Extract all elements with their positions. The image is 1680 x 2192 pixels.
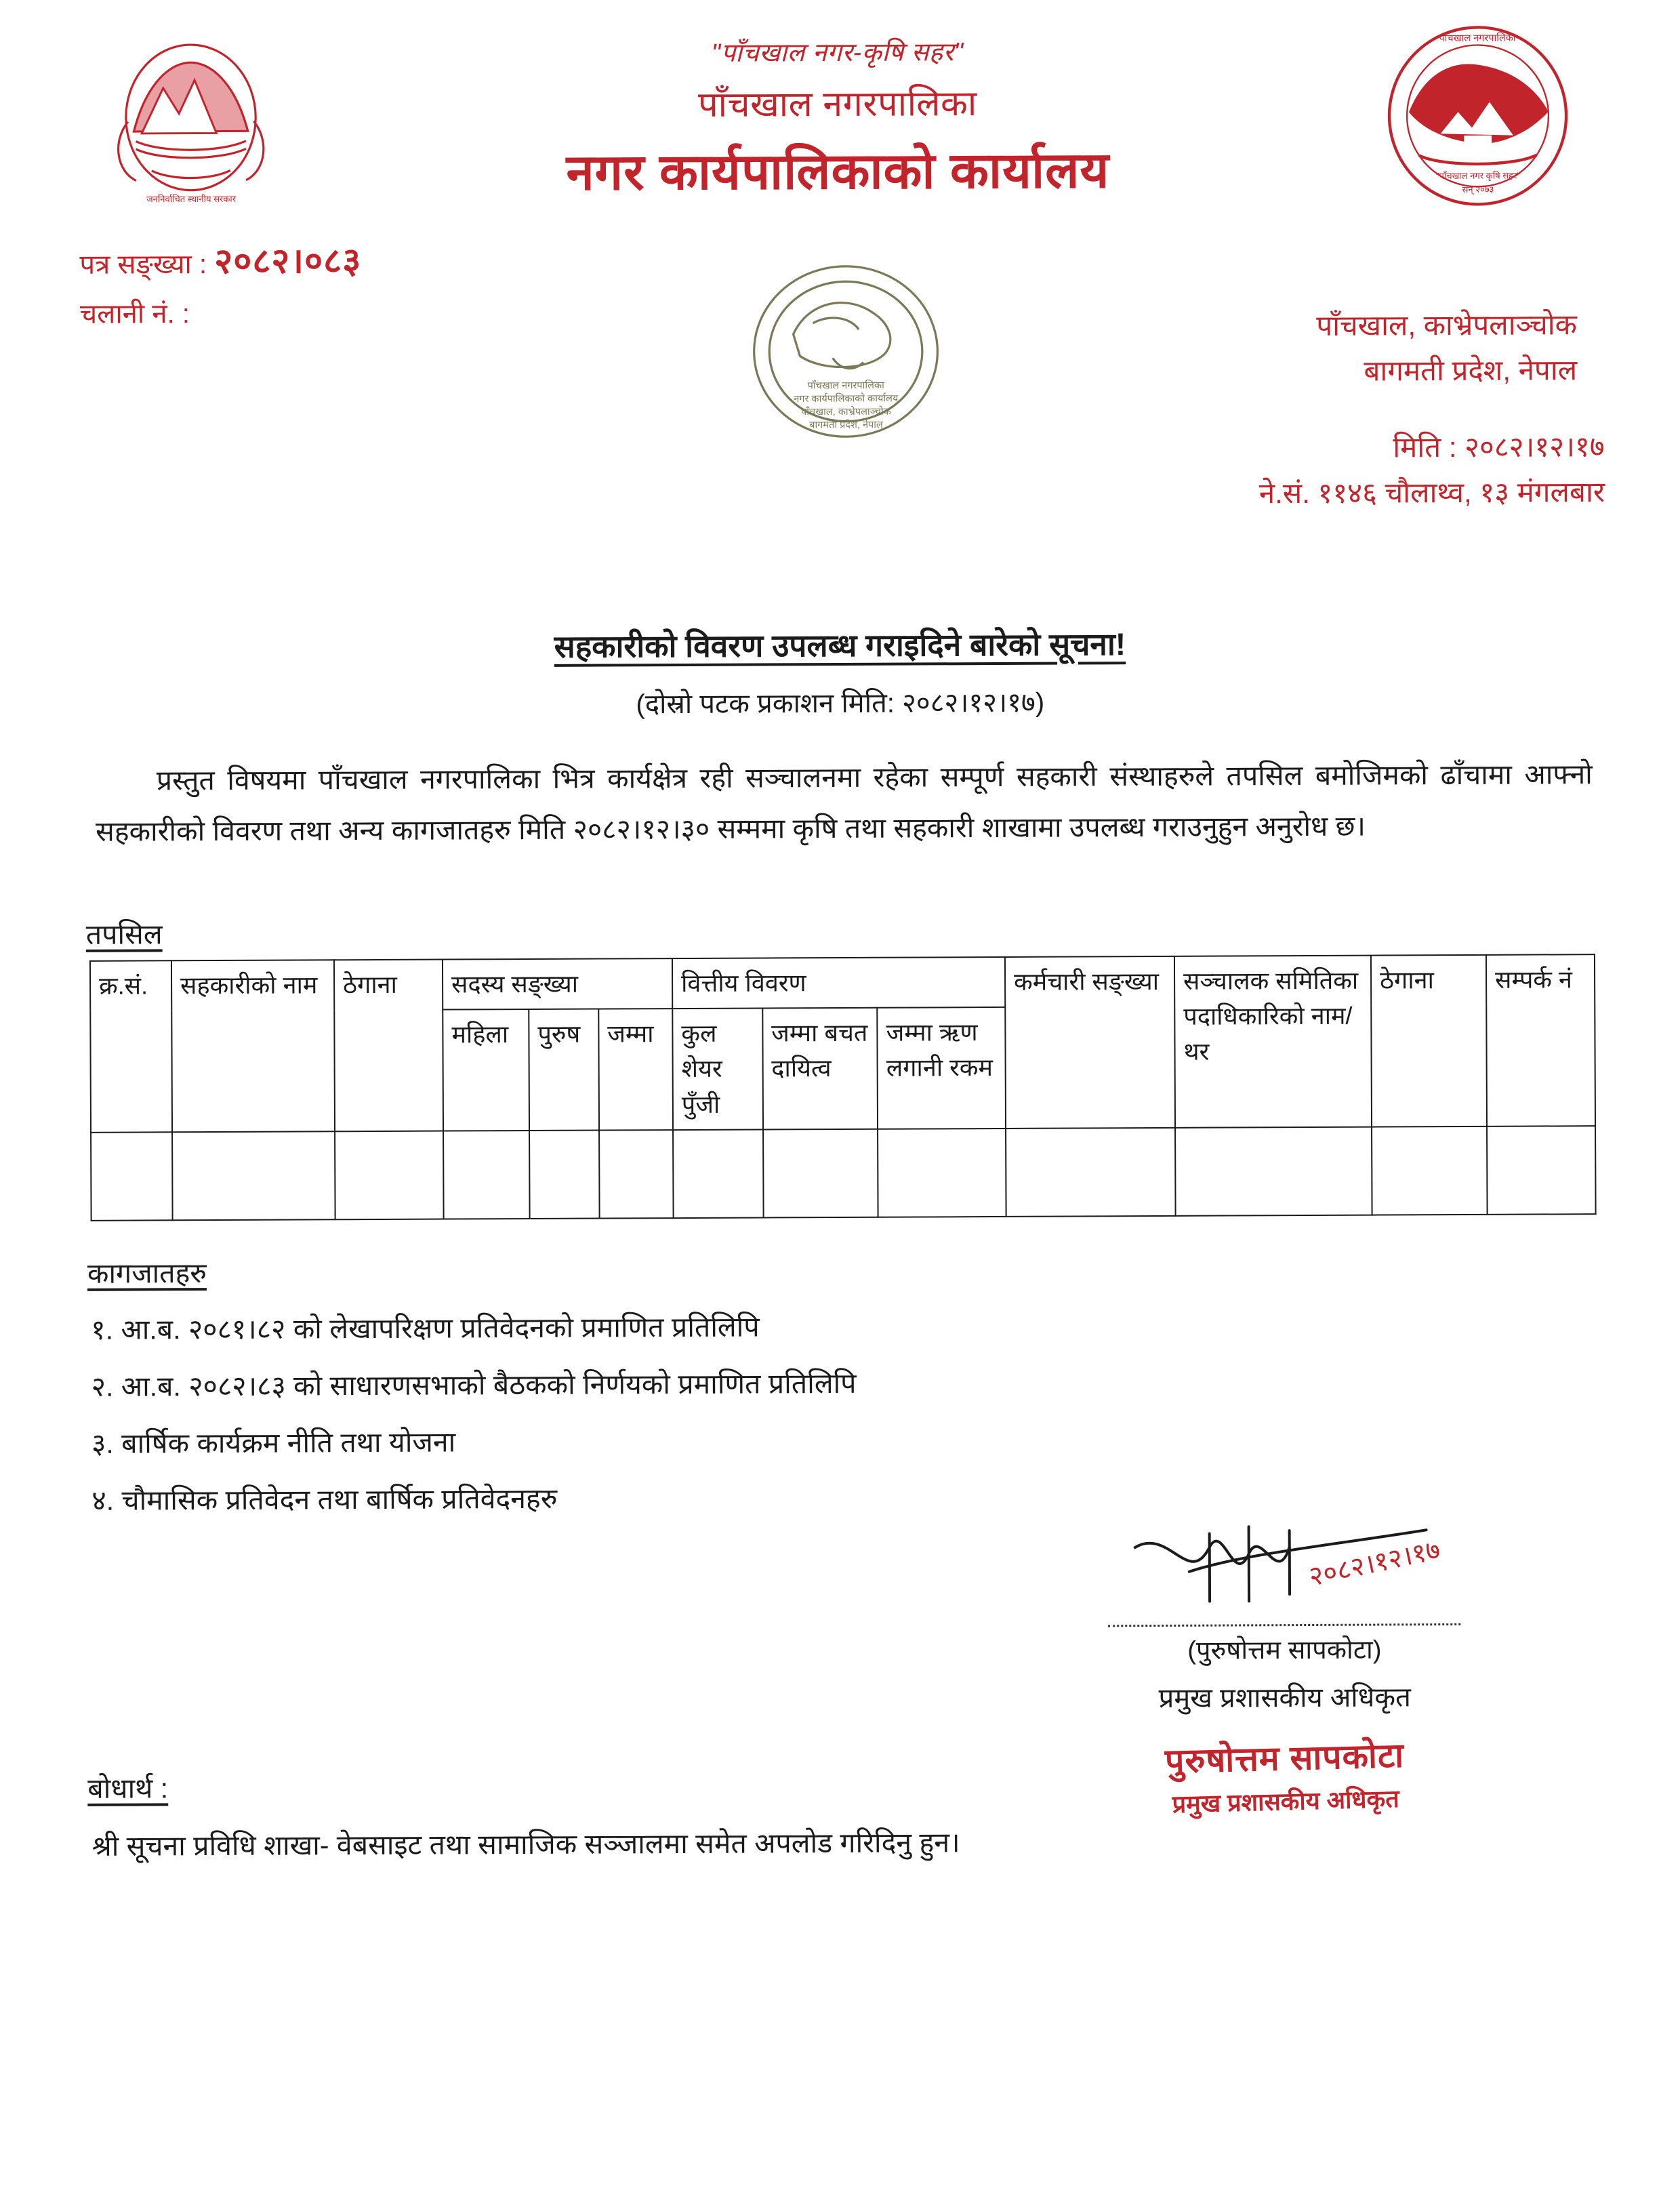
th-staff-count: कर्मचारी सङ्ख्या (1005, 956, 1175, 1129)
list-item: २. आ.ब. २०८२।८३ को साधारणसभाको बैठकको निर्णयको प्रमाणित प्रतिलिपि (91, 1355, 857, 1415)
svg-text:सन् २०७३: सन् २०७३ (1462, 184, 1494, 195)
cell-serial (91, 1132, 173, 1221)
th-address: ठेगाना (334, 960, 443, 1131)
cell-savings-liability (763, 1129, 878, 1218)
svg-text:जननिर्वाचित स्थानीय सरकार: जननिर्वाचित स्थानीय सरकार (146, 194, 237, 205)
signatory-designation: प्रमुख प्रशासकीय अधिकृत (1000, 1676, 1570, 1716)
notice-body (96, 749, 1593, 857)
cell-loan-investment (878, 1129, 1006, 1217)
signature-handwritten-date: २०८२।१२।१७ (1307, 1535, 1443, 1592)
cell-committee-officials (1175, 1127, 1372, 1215)
stamp-designation: प्रमुख प्रशासकीय अधिकृत (1001, 1777, 1571, 1825)
th-female: महिला (443, 1009, 529, 1131)
address-line-1: पाँचखाल, काभ्रेपलाञ्चोक (1316, 302, 1577, 348)
th-male: पुरुष (529, 1009, 599, 1131)
signature-line (1108, 1623, 1460, 1627)
reference-number-label: पत्र सङ्ख्या : (79, 249, 207, 280)
handwritten-signature (999, 1505, 1569, 1623)
office-address (1316, 302, 1577, 394)
svg-text:नगर कार्यपालिकाको कार्यालय: नगर कार्यपालिकाको कार्यालय (794, 392, 899, 405)
cell-address-2 (1372, 1127, 1488, 1215)
th-member-count: सदस्य सङ्ख्या (443, 958, 672, 1010)
notice-publication-date: (दोस्रो पटक प्रकाशन मिति: २०८२।१२।१७) (0, 680, 1680, 725)
signatory-name: (पुरुषोत्तम सापकोटा) (1000, 1630, 1569, 1668)
bodhartha-label: बोधार्थ : (87, 1768, 168, 1807)
th-serial: क्र.सं. (90, 960, 172, 1132)
th-total-members: जम्मा (598, 1009, 673, 1130)
dispatch-number-label: चलानी नं. : (80, 299, 190, 329)
th-cooperative-name: सहकारीको नाम (171, 960, 335, 1132)
th-committee-officials: सञ्चालक समितिका पदाधिकारिको नाम/थर (1174, 956, 1372, 1128)
date-bs: मिति : २०८२।१२।१७ (1258, 424, 1604, 470)
cell-contact-number (1487, 1126, 1596, 1215)
signatory-stamp (1000, 1727, 1571, 1825)
svg-text:बागमती प्रदेश, नेपाल: बागमती प्रदेश, नेपाल (809, 419, 884, 430)
list-item: १. आ.ब. २०८१।८२ को लेखापरिक्षण प्रतिवेदनको प्रमाणित प्रतिलिपि (91, 1298, 856, 1358)
table-row (91, 1126, 1596, 1221)
tapsil-label: तपसिल (86, 914, 163, 952)
date-ns: ने.सं. ११४६ चौलाथ्व, १३ मंगलबार (1259, 469, 1605, 516)
signature-block (999, 1505, 1570, 1819)
svg-text:पाँचखाल, काभ्रेपलाञ्चोक: पाँचखाल, काभ्रेपलाञ्चोक (801, 406, 892, 418)
stamp-name: पुरुषोत्तम सापकोटा (1000, 1727, 1570, 1787)
cooperative-details-table (89, 954, 1597, 1221)
municipality-name: पाँचखाल नगरपालिका (0, 75, 1678, 131)
cell-female (443, 1131, 530, 1219)
cell-cooperative-name (172, 1131, 335, 1220)
notice-body-paragraph: प्रस्तुत विषयमा पाँचखाल नगरपालिका भित्र कार्यक्षेत्र रही सञ्चालनमा रहेका सम्पूर्ण सहकारी संस्थाहरुले तपसिल बमोजिमको ढाँचामा आफ्नो सहकारीको विवरण तथा अन्य कागजातहरु मिति २०८२।१२।३० सम्ममा कृषि तथा सहकारी शाखामा उपलब्ध गराउनुहुन अनुरोध छ। (96, 758, 1593, 847)
th-total-loan-investment: जम्मा ऋण लगानी रकम (877, 1007, 1006, 1129)
bodhartha-text: श्री सूचना प्रविधि शाखा- वेबसाइट तथा सामाजिक सञ्जालमा समेत अपलोड गरिदिनु हुन। (92, 1823, 960, 1865)
office-name: नगर कार्यपालिकाको कार्यालय (0, 131, 1678, 207)
svg-text:पाँचखाल नगरपालिका: पाँचखाल नगरपालिका (808, 380, 885, 391)
reference-number-value: २०८२।०८३ (214, 241, 361, 281)
th-total-savings-liability: जम्मा बचत दायित्व (762, 1008, 878, 1129)
documents-label: कागजातहरु (87, 1253, 207, 1292)
svg-text:"पाँचखाल नगर कृषि सहर": "पाँचखाल नगर कृषि सहर" (1436, 170, 1520, 182)
address-line-2: बागमती प्रदेश, नेपाल (1316, 347, 1577, 394)
cell-total-members (599, 1130, 674, 1218)
office-round-stamp (730, 257, 961, 454)
table-header-row-1 (90, 954, 1595, 1011)
letterhead-titles (0, 31, 1678, 207)
th-contact-number: सम्पर्क नं (1486, 954, 1595, 1126)
list-item: ४. चौमासिक प्रतिवेदन तथा बार्षिक प्रतिवेदनहरु (91, 1469, 857, 1529)
letterhead (0, 0, 1679, 288)
cell-share-capital (673, 1129, 763, 1218)
notice-subject (0, 620, 1680, 725)
th-total-share-capital: कुल शेयर पुँजी (672, 1009, 763, 1130)
list-item: ३. बार्षिक कार्यक्रम नीति तथा योजना (91, 1412, 857, 1472)
documents-list (91, 1298, 857, 1529)
svg-text:पाँचखाल नगरपालिका: पाँचखाल नगरपालिका (1439, 32, 1516, 43)
letter-date (1258, 424, 1605, 516)
cell-staff-count (1006, 1128, 1176, 1217)
municipality-slogan: "पाँचखाल नगर-कृषि सहर" (0, 31, 1677, 73)
reference-block (79, 232, 361, 337)
cell-address (335, 1131, 444, 1219)
notice-title: सहकारीको विवरण उपलब्ध गराइदिने बारेको सूचना! (0, 620, 1680, 670)
cell-male (529, 1130, 599, 1218)
th-financial-details: वित्तीय विवरण (672, 957, 1005, 1009)
th-address-2: ठेगाना (1371, 955, 1487, 1127)
